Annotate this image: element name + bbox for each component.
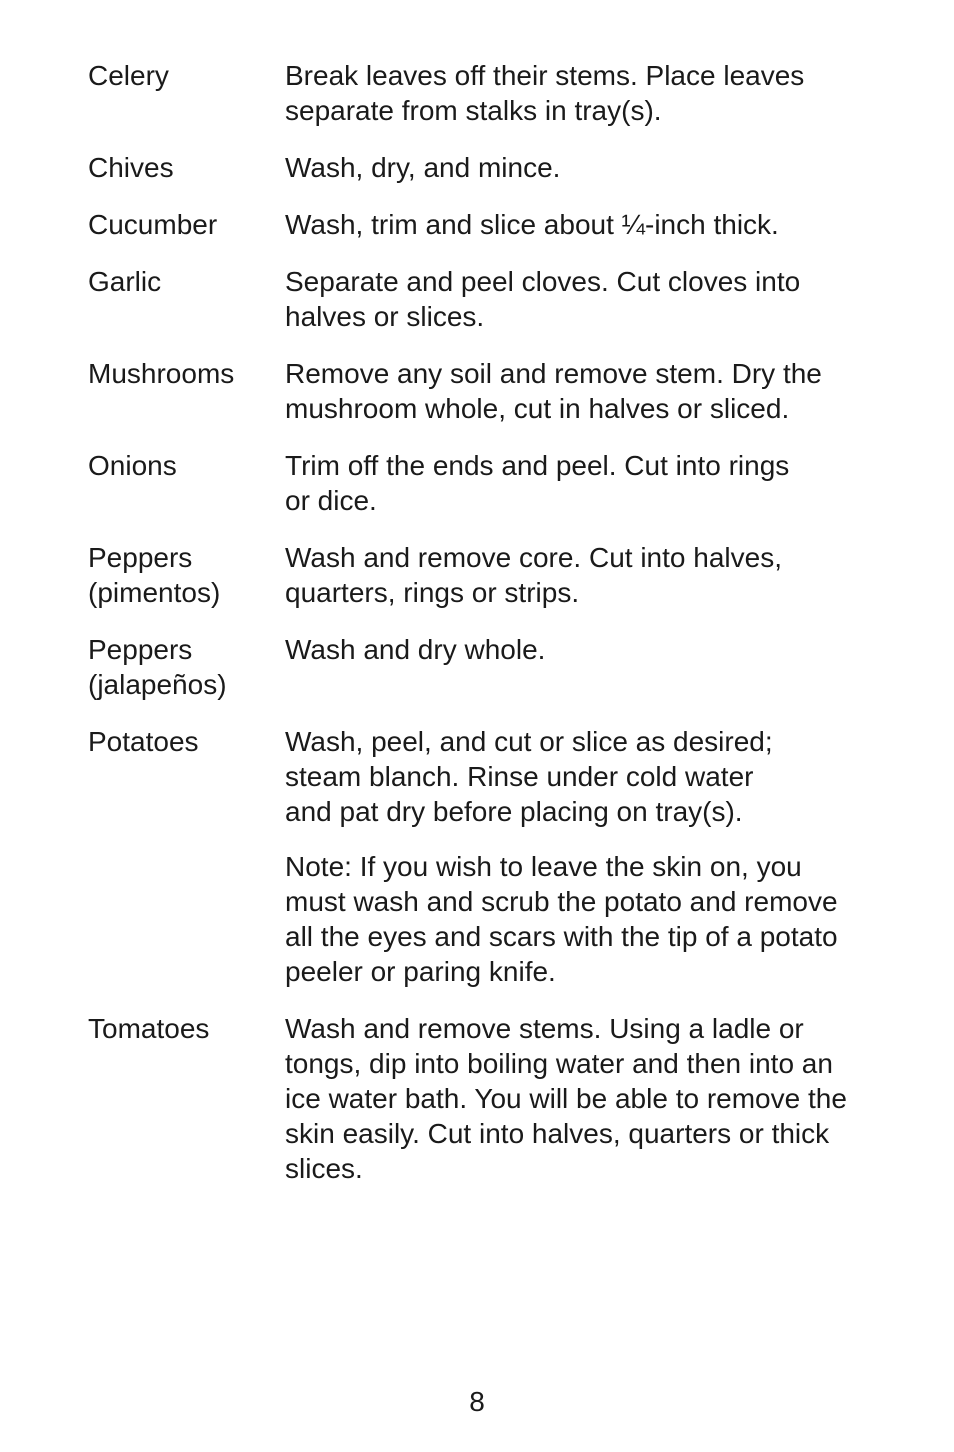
entry-description: Wash and dry whole. (285, 634, 546, 665)
entry-term: Chives (88, 152, 174, 183)
entry-term: Cucumber (88, 209, 218, 240)
entry-description: Wash, dry, and mince. (285, 152, 561, 183)
entry-term: Celery (88, 60, 169, 91)
entry-note: Note: If you wish to leave the skin on, you must wash and scrub the potato and remove all the eyes and scars with the tip of a potato peeler or paring knife. (285, 851, 838, 987)
entry-tomatoes (88, 1011, 888, 1186)
entry-chives (88, 150, 888, 185)
entry-mushrooms (88, 356, 888, 426)
entry-garlic (88, 264, 888, 334)
entry-cucumber (88, 207, 888, 242)
entry-term: Potatoes (88, 726, 199, 757)
entry-term: Mushrooms (88, 358, 235, 389)
entry-description: Break leaves off their stems. Place leaves separate from stalks in tray(s). (285, 60, 805, 126)
entry-term: Peppers (pimentos) (88, 542, 221, 608)
entry-term (88, 849, 285, 989)
entry-description: Wash, peel, and cut or slice as desired; steam blanch. Rinse under cold water and pat dry before placing on tray(s). (285, 726, 773, 827)
entry-term: Tomatoes (88, 1013, 210, 1044)
page-number: 8 (469, 1386, 485, 1417)
entry-potatoes (88, 724, 888, 829)
entry-celery (88, 58, 888, 128)
entry-term: Onions (88, 450, 177, 481)
entry-description: Wash, trim and slice about ¼-inch thick. (285, 209, 779, 240)
entry-description: Wash and remove stems. Using a ladle or tongs, dip into boiling water and then into an ice water bath. You will be able to remove the skin easily. Cut into halves, quarters or thick slices. (285, 1013, 847, 1184)
entry-term: Peppers (jalapeños) (88, 634, 227, 700)
entry-peppers-jalapenos (88, 632, 888, 702)
entry-description: Separate and peel cloves. Cut cloves into halves or slices. (285, 266, 801, 332)
entry-potatoes-note (88, 849, 888, 989)
entry-onions (88, 448, 888, 518)
entry-description: Wash and remove core. Cut into halves, quarters, rings or strips. (285, 542, 782, 608)
entry-peppers-pimentos (88, 540, 888, 610)
entry-description: Remove any soil and remove stem. Dry the mushroom whole, cut in halves or sliced. (285, 358, 822, 424)
vegetable-prep-list (88, 58, 888, 1208)
entry-term: Garlic (88, 266, 162, 297)
entry-description: Trim off the ends and peel. Cut into rings or dice. (285, 450, 790, 516)
